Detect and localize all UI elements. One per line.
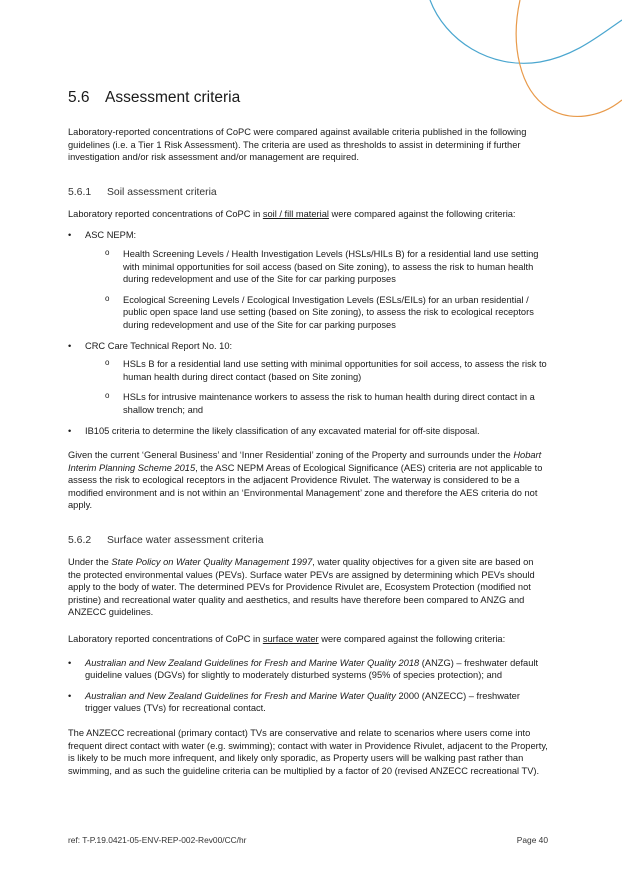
bullet: • [68, 657, 72, 668]
sub-list-item [85, 248, 548, 286]
bullet: • [68, 230, 72, 241]
sub-bullet: o [105, 247, 110, 257]
text: Given the current ‘General Business’ and ‘Inner Residential’ zoning of the Property and surrounds under the [68, 450, 514, 461]
water-criteria-list [68, 657, 548, 715]
sub-bullet: o [105, 358, 110, 368]
list-item [68, 657, 548, 682]
text: were compared against the following criteria: [328, 208, 516, 219]
bullet: • [68, 340, 72, 351]
list-item-text: IB105 criteria to determine the likely classification of any excavated material for off-site disposal. [85, 425, 480, 436]
anzecc-paragraph: The ANZECC recreational (primary contact) TVs are conservative and relate to scenarios where users come into frequent direct contact with water (e.g. swimming); contact with water in Providence Rivulet, adjacent to the Property, is likely to be much more infrequent, and likely only sporadic, as Property users will be walking past rather than swimming, and as such the guideline criteria can be multiplied by a factor of 20 (revised ANZECC recreational TV). [68, 728, 548, 776]
document-body [68, 88, 548, 786]
bullet: • [68, 690, 72, 701]
soil-zoning-paragraph [68, 449, 548, 512]
text: , the ASC NEPM Areas of Ecological Significance (AES) criteria are not applicable to assess the risk to ecological receptors in the adjacent Providence Rivulet. The waterway is considered to be a modified environment and is not within an ‘Environmental Management’ zone and therefore the AES criteria do not apply. [68, 462, 543, 511]
list-item-text: ASC NEPM: [85, 230, 137, 241]
section-heading [68, 88, 548, 108]
subsection-number: 5.6.2 [68, 535, 92, 547]
page-number: Page 40 [516, 835, 548, 845]
sub-list-item-text: Health Screening Levels / Health Investigation Levels (HSLs/HILs B) for a residential land use setting with minimal opportunities for soil access (based on Site zoning), to assess the risk to human health during redevelopment and use of the Site for car parking purposes [123, 248, 539, 285]
bullet: • [68, 425, 72, 436]
sub-list-item [85, 358, 548, 383]
list-item-text: (ANZG) – freshwater default guideline values (DGVs) for slightly to moderately disturbed systems (95% of species protection); and [85, 657, 539, 681]
subsection-title: Surface water assessment criteria [107, 535, 264, 547]
list-item [68, 340, 548, 417]
section-title: Assessment criteria [105, 89, 241, 106]
sub-bullet: o [105, 391, 110, 401]
underlined-term: surface water [262, 634, 319, 645]
list-item-text: CRC Care Technical Report No. 10: [85, 340, 233, 351]
italic-reference: Australian and New Zealand Guidelines for Fresh and Marine Water Quality [85, 690, 396, 701]
text: Under the [68, 557, 112, 568]
text: Laboratory reported concentrations of CoPC in [68, 208, 263, 219]
sub-list-item [85, 294, 548, 332]
sub-list-item-text: Ecological Screening Levels / Ecological Investigation Levels (ESLs/EILs) for an urban residential / public open space land use setting (based on Site zoning), to assess the risk to ecological receptors during redevelopment and use of the Site for car parking purposes [123, 294, 534, 330]
text: , water quality objectives for a given site are based on the protected environmental values (PEVs). Surface water PEVs are assigned by determining which PEVs should apply to the body of water. The determined PEVs for Providence Rivulet are, Ecosystem Protection (modified not pristine) and recreational water quality and aesthetics, and results have therefore been compared to ANZG and ANZECC guidelines. [68, 557, 535, 618]
water-intro [68, 633, 548, 646]
sub-list-item-text: HSLs for intrusive maintenance workers to assess the risk to human health during direct contact in a shallow trench; and [123, 392, 535, 415]
water-pev-paragraph [68, 556, 548, 619]
list-item [68, 690, 548, 715]
list-item [68, 229, 548, 331]
subsection-heading-water [68, 534, 548, 548]
soil-criteria-list [68, 229, 548, 437]
text: Laboratory reported concentrations of CoPC in [68, 634, 263, 645]
underlined-term: soil / fill material [262, 208, 329, 219]
subsection-heading-soil [68, 186, 548, 200]
document-reference: ref: T-P.19.0421-05-ENV-REP-002-Rev00/CC/hr [68, 835, 247, 845]
soil-intro [68, 208, 548, 221]
italic-reference: State Policy on Water Quality Management 1997 [111, 557, 313, 568]
italic-reference: Hobart Interim Planning Scheme 2015 [68, 450, 542, 473]
section-number: 5.6 [68, 89, 90, 106]
list-item-text: 2000 (ANZECC) – freshwater trigger values (TVs) for recreational contact. [85, 690, 520, 714]
sub-bullet: o [105, 293, 110, 303]
page-footer [68, 835, 548, 845]
sub-list-item [85, 391, 548, 416]
italic-reference: Australian and New Zealand Guidelines for Fresh and Marine Water Quality 2018 [85, 657, 420, 668]
section-intro: Laboratory-reported concentrations of CoPC were compared against available criteria published in the following guidelines (i.e. a Tier 1 Risk Assessment). The criteria are used as thresholds to assist in determining if further investigation and/or risk assessment and/or management are required. [68, 127, 527, 163]
list-item [68, 425, 548, 438]
sub-list-item-text: HSLs B for a residential land use setting with minimal opportunities for soil access, to assess the risk to human health during direct contact (based on Site zoning) [123, 359, 547, 382]
text: were compared against the following criteria: [318, 634, 506, 645]
blue-arc [430, 0, 622, 63]
subsection-title: Soil assessment criteria [107, 186, 217, 198]
subsection-number: 5.6.1 [68, 186, 92, 198]
